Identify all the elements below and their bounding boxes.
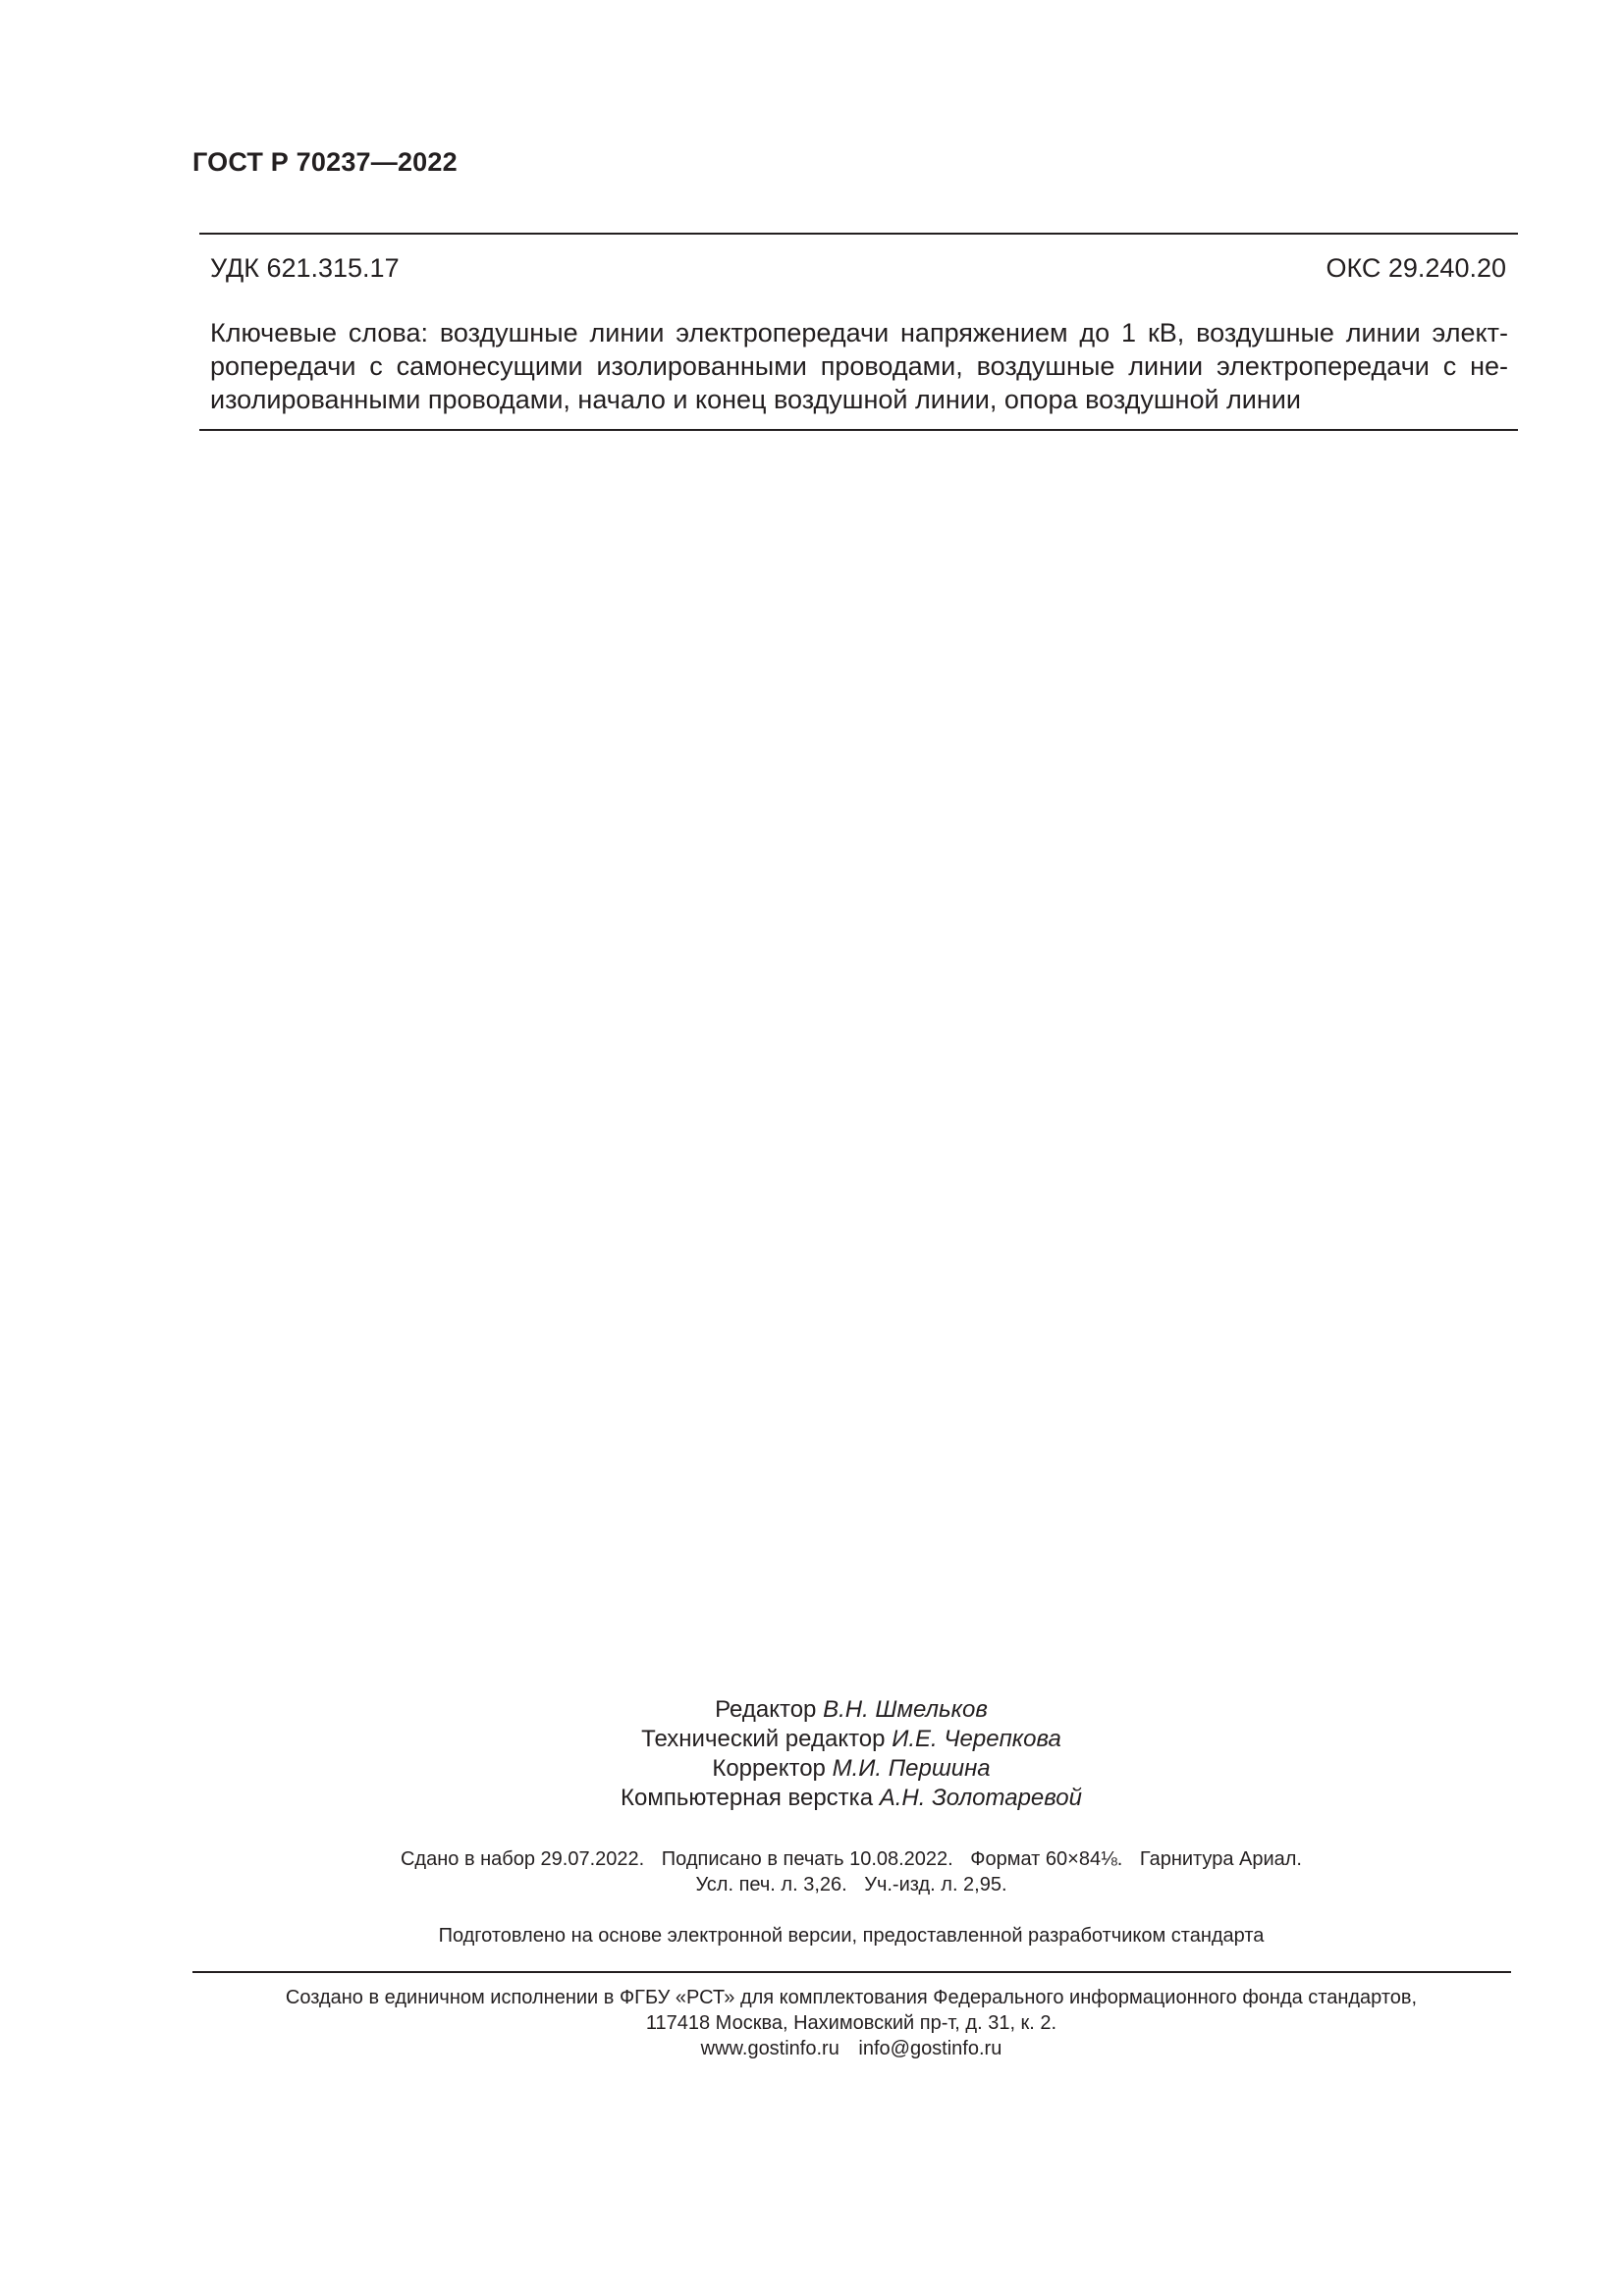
publisher-sheets: Уч.-изд. л. 2,95. [864,1874,1007,1896]
credit-name: А.Н. Золотаревой [879,1785,1082,1811]
credit-proofreader [0,1754,1624,1784]
footer-divider [192,1971,1511,1973]
credits-block [0,1695,1624,1813]
credit-editor [0,1695,1624,1725]
publisher-address: 117418 Москва, Нахимовский пр-т, д. 31, к. 2. [645,2012,1057,2034]
print-info-block [0,1846,1624,1897]
udc-code: УДК 621.315.17 [210,253,400,283]
publisher-website: www.gostinfo.ru [700,2038,839,2059]
print-sheets: Усл. печ. л. 3,26. [695,1874,847,1896]
typeface: Гарнитура Ариал. [1139,1848,1302,1870]
credit-role: Технический редактор [641,1726,886,1752]
credit-name: В.Н. Шмельков [823,1696,988,1723]
publisher-email: info@gostinfo.ru [858,2038,1002,2059]
submitted-date: Сдано в набор 29.07.2022. [400,1848,645,1870]
ics-code: ОКС 29.240.20 [1326,253,1506,283]
print-info-row [0,1846,1624,1872]
top-divider [199,233,1518,235]
credit-role: Корректор [712,1755,826,1782]
keywords-line: Ключевые слова: воздушные линии электропередачи напряжением до 1 кВ, воздушные линии элект- [210,318,1508,347]
credit-role: Редактор [715,1696,817,1723]
signed-date: Подписано в печать 10.08.2022. [661,1848,953,1870]
publisher-block [0,1985,1624,2061]
credit-name: М.И. Першина [832,1755,991,1782]
credit-tech-editor [0,1725,1624,1754]
keywords-line: изолированными проводами, начало и конец воздушной линии, опора воздушной линии [210,385,1301,414]
document-code: ГОСТ Р 70237—2022 [192,147,458,177]
keywords-block [210,316,1508,416]
keywords-divider [199,429,1518,431]
prepared-note: Подготовлено на основе электронной версии, предоставленной разработчиком стандарта [438,1925,1265,1947]
paper-format: Формат 60×84⅛. [970,1848,1123,1870]
credit-name: И.Е. Черепкова [892,1726,1061,1752]
credit-layout [0,1784,1624,1813]
print-info-row [0,1872,1624,1897]
publisher-contacts [0,2036,1624,2061]
credit-role: Компьютерная верстка [621,1785,874,1811]
publisher-line: Создано в единичном исполнении в ФГБУ «РСТ» для комплектования Федерального информационного фонда стандартов, [285,1987,1418,2008]
keywords-line: ропередачи с самонесущими изолированными проводами, воздушные линии электропередачи с не- [210,351,1508,381]
